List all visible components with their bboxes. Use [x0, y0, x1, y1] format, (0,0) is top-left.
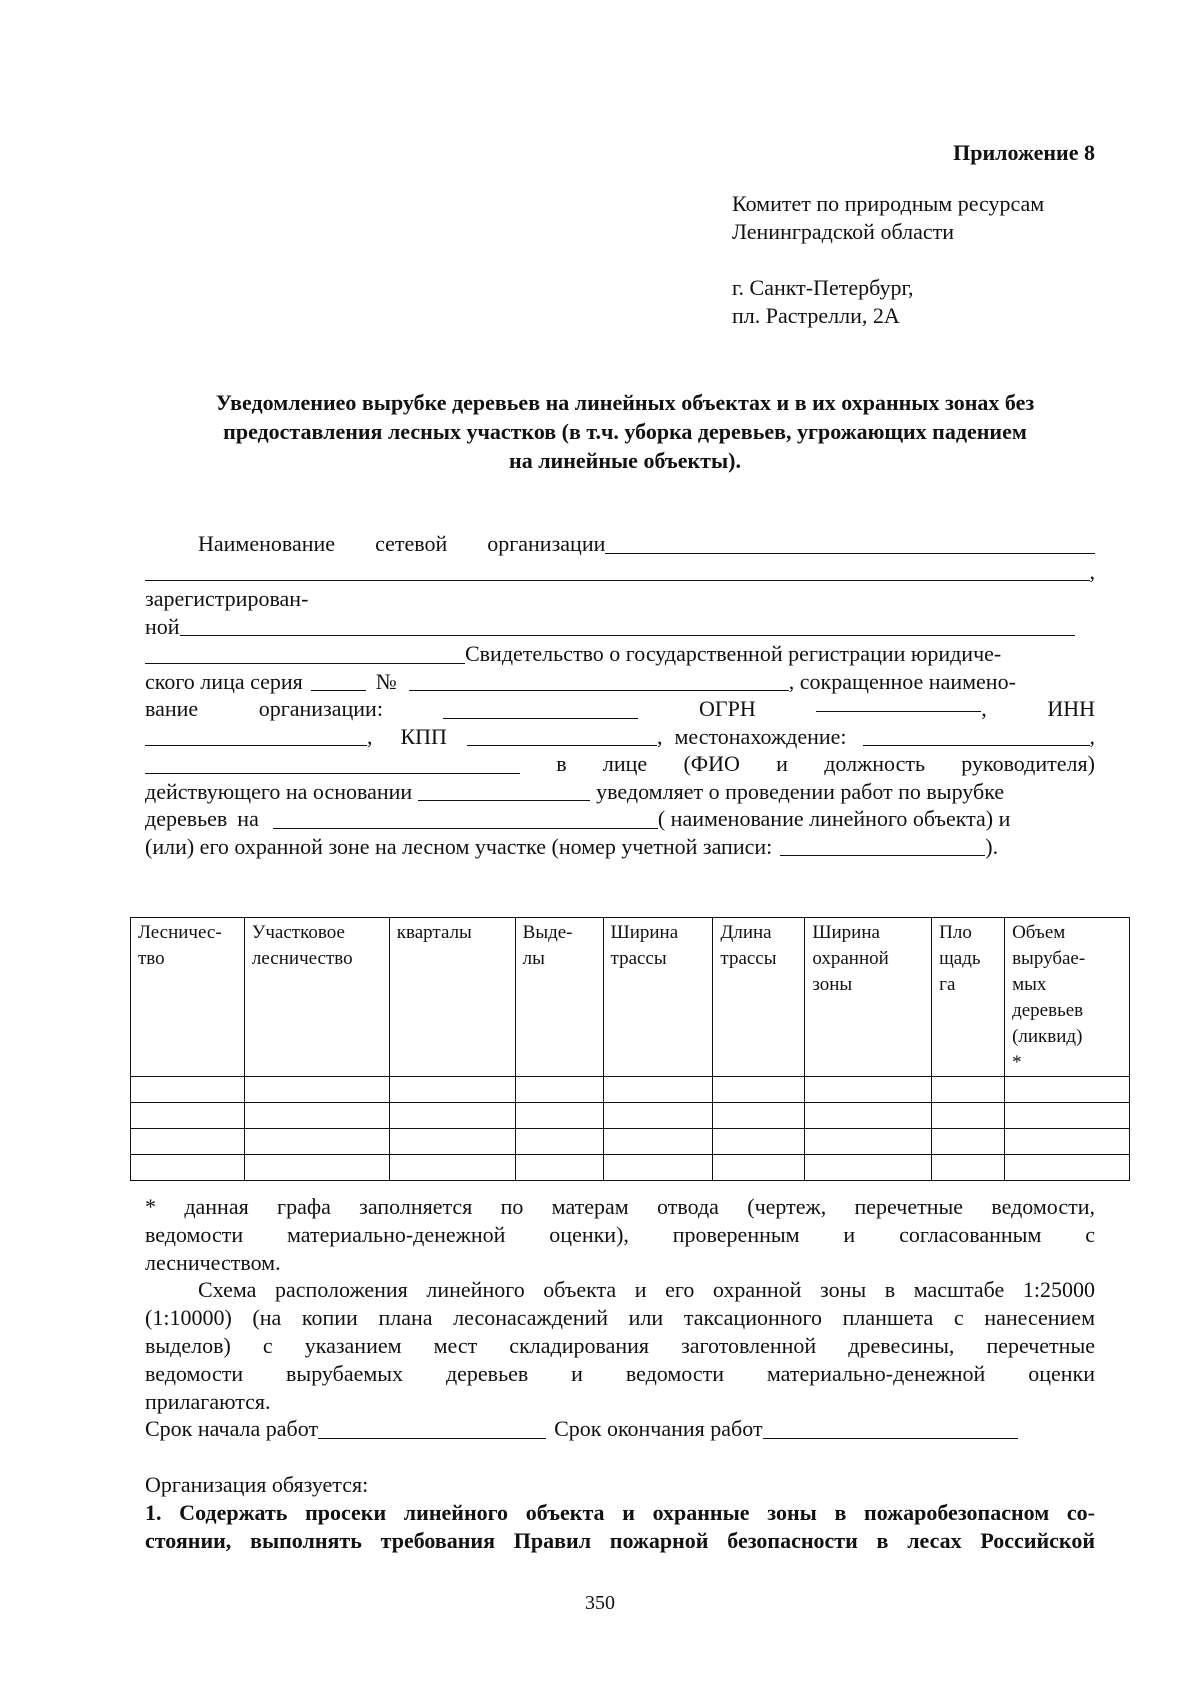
notes-section [145, 1193, 1095, 1555]
number-field[interactable] [409, 670, 789, 691]
title-line: предоставления лесных участков (в т.ч. уборка деревьев, угрожающих падением [223, 419, 1027, 444]
title-line: на линейные объекты). [509, 448, 741, 473]
header-cell-line: охранной [812, 948, 889, 969]
header-cell-route-length [713, 918, 805, 1077]
form-line-person: в лице (ФИО и должность руководителя) [145, 750, 1095, 778]
appendix-label: Приложение 8 [953, 140, 1095, 165]
notification-form: Наименование сетевой организации , зарегистрирован- ной Свидетельство о государственной регистрации юридиче- ского лица серия № , сокращенное наимено- вание организации: ОГРН , ИНН , КПП , местонахождение: , в лице (ФИО и должность руководителя) действующего на основании уведомляет о проведении работ по вырубке деревьев на ( наименование линейного объекта) и (или) его охранной зоне на лесном участке (номер учетной записи: ). [145, 531, 1095, 859]
page-number: 350 [585, 1592, 615, 1614]
obligation-intro: Организация обязуется: [145, 1472, 369, 1498]
header-cell-line: щадь [939, 948, 981, 969]
address-line: г. Санкт-Петербург, [732, 275, 914, 300]
form-line-kpp: , КПП , местонахождение: , [145, 723, 1095, 751]
header-cell-line: га [939, 974, 956, 995]
header-cell-line: Участковое [251, 922, 345, 943]
address-line: пл. Растрелли, 2А [732, 303, 900, 328]
header-cell-line: (ликвид) [1012, 1026, 1083, 1047]
registration-field[interactable] [145, 643, 465, 664]
header-cell-line: Ширина [812, 922, 880, 943]
form-line-object: деревьев на ( наименование линейного объекта) и [145, 806, 1011, 831]
table-row [131, 1129, 1130, 1155]
header-cell-area [932, 918, 1005, 1077]
form-line-blank: , [145, 558, 1095, 586]
work-dates-line: Срок начала работ Срок окончания работ [145, 1415, 1095, 1443]
table-header-row [131, 918, 1130, 1077]
header-cell-allotments [515, 918, 603, 1077]
header-cell-zone-width [805, 918, 932, 1077]
form-line-series: ского лица серия № , сокращенное наимено- [145, 668, 1016, 694]
scheme-line: (1:10000) (на копии плана лесонасаждений или таксационного планшета с нанесением [145, 1305, 1095, 1331]
recipient-line: Ленинградской области [732, 219, 954, 244]
record-number-field[interactable] [780, 835, 985, 856]
table-row [131, 1077, 1130, 1103]
form-line-basis: действующего на основании уведомляет о проведении работ по вырубке [145, 778, 1005, 804]
end-date-field[interactable] [763, 1418, 1018, 1439]
form-line-certificate: Свидетельство о государственной регистрации юридиче- [145, 640, 1095, 668]
header-cell-line: Пло [939, 922, 972, 943]
inn-field[interactable] [145, 725, 367, 746]
header-cell-line: вырубае- [1012, 948, 1086, 969]
footnote-line: лесничеством. [145, 1249, 281, 1275]
header-cell-line: Объем [1012, 922, 1066, 943]
header-cell-line: трассы [720, 948, 777, 969]
footnote-line: * данная графа заполняется по матерам отвода (чертеж, перечетные ведомости, [145, 1194, 1095, 1219]
basis-field[interactable] [418, 780, 590, 801]
header-cell-line: трассы [610, 948, 667, 969]
start-date-field[interactable] [318, 1418, 546, 1439]
form-line-ogrn: вание организации: ОГРН , ИНН [145, 695, 1095, 723]
form-line-org-name: Наименование сетевой организации [145, 530, 1095, 558]
header-cell-line: Ширина [610, 922, 679, 943]
recipient-block [732, 190, 1044, 330]
header-cell-line: лы [522, 948, 545, 969]
header-cell-volume [1005, 918, 1130, 1077]
header-cell-district [244, 918, 389, 1077]
header-cell-line: Длина [720, 922, 772, 943]
table-row [131, 1155, 1130, 1181]
object-field[interactable] [273, 808, 658, 829]
header-cell-route-width [603, 918, 713, 1077]
scheme-line: ведомости вырубаемых деревьев и ведомости материально-денежной оценки [145, 1360, 1095, 1386]
header-cell-line: Лесничес- [138, 922, 222, 943]
obligation-line: 1. Содержать просеки линейного объекта и охранные зоны в пожаробезопасном со- [145, 1499, 1095, 1525]
header-cell-line: тво [138, 948, 165, 969]
form-line-registered: ной [145, 613, 1095, 641]
document-title [145, 388, 1105, 475]
recipient-line: Комитет по природным ресурсам [732, 191, 1045, 216]
registered-field[interactable] [180, 615, 1075, 636]
header-cell-line: деревьев [1012, 1000, 1084, 1021]
org-name-field-2[interactable] [145, 560, 1090, 581]
head-person-field[interactable] [145, 753, 520, 774]
location-field[interactable] [863, 725, 1090, 746]
header-cell-forestry [131, 918, 245, 1077]
title-line: Уведомлениео вырубке деревьев на линейных объектах и в их охранных зонах без [215, 390, 1035, 415]
header-cell-line: кварталы [396, 922, 472, 943]
series-field[interactable] [311, 670, 366, 691]
scheme-line: Схема расположения линейного объекта и его охранной зоны в масштабе 1:25000 [198, 1277, 1095, 1303]
header-cell-line: зоны [812, 974, 853, 995]
kpp-field[interactable] [467, 725, 657, 746]
footnote-line: ведомости материально-денежной оценки), проверенным и согласованным с [145, 1221, 1095, 1247]
short-name-field[interactable] [443, 698, 638, 719]
felling-table [130, 917, 1130, 1181]
header-cell-line: мых [1012, 974, 1047, 995]
scheme-line: выделов) с указанием мест складирования заготовленной древесины, перечетные [145, 1332, 1095, 1358]
obligation-line: стоянии, выполнять требования Правил пожарной безопасности в лесах Российской [145, 1527, 1095, 1553]
header-cell-quarters [389, 918, 515, 1077]
header-cell-line: Выде- [522, 922, 573, 943]
header-cell-line: * [1012, 1052, 1022, 1073]
header-cell-line: лесничество [251, 948, 353, 969]
table-row [131, 1103, 1130, 1129]
form-line-zone: (или) его охранной зоне на лесном участке (номер учетной записи: ). [145, 833, 999, 859]
scheme-line: прилагаются. [145, 1388, 271, 1414]
ogrn-field[interactable] [816, 691, 981, 712]
org-name-field[interactable] [605, 533, 1095, 554]
